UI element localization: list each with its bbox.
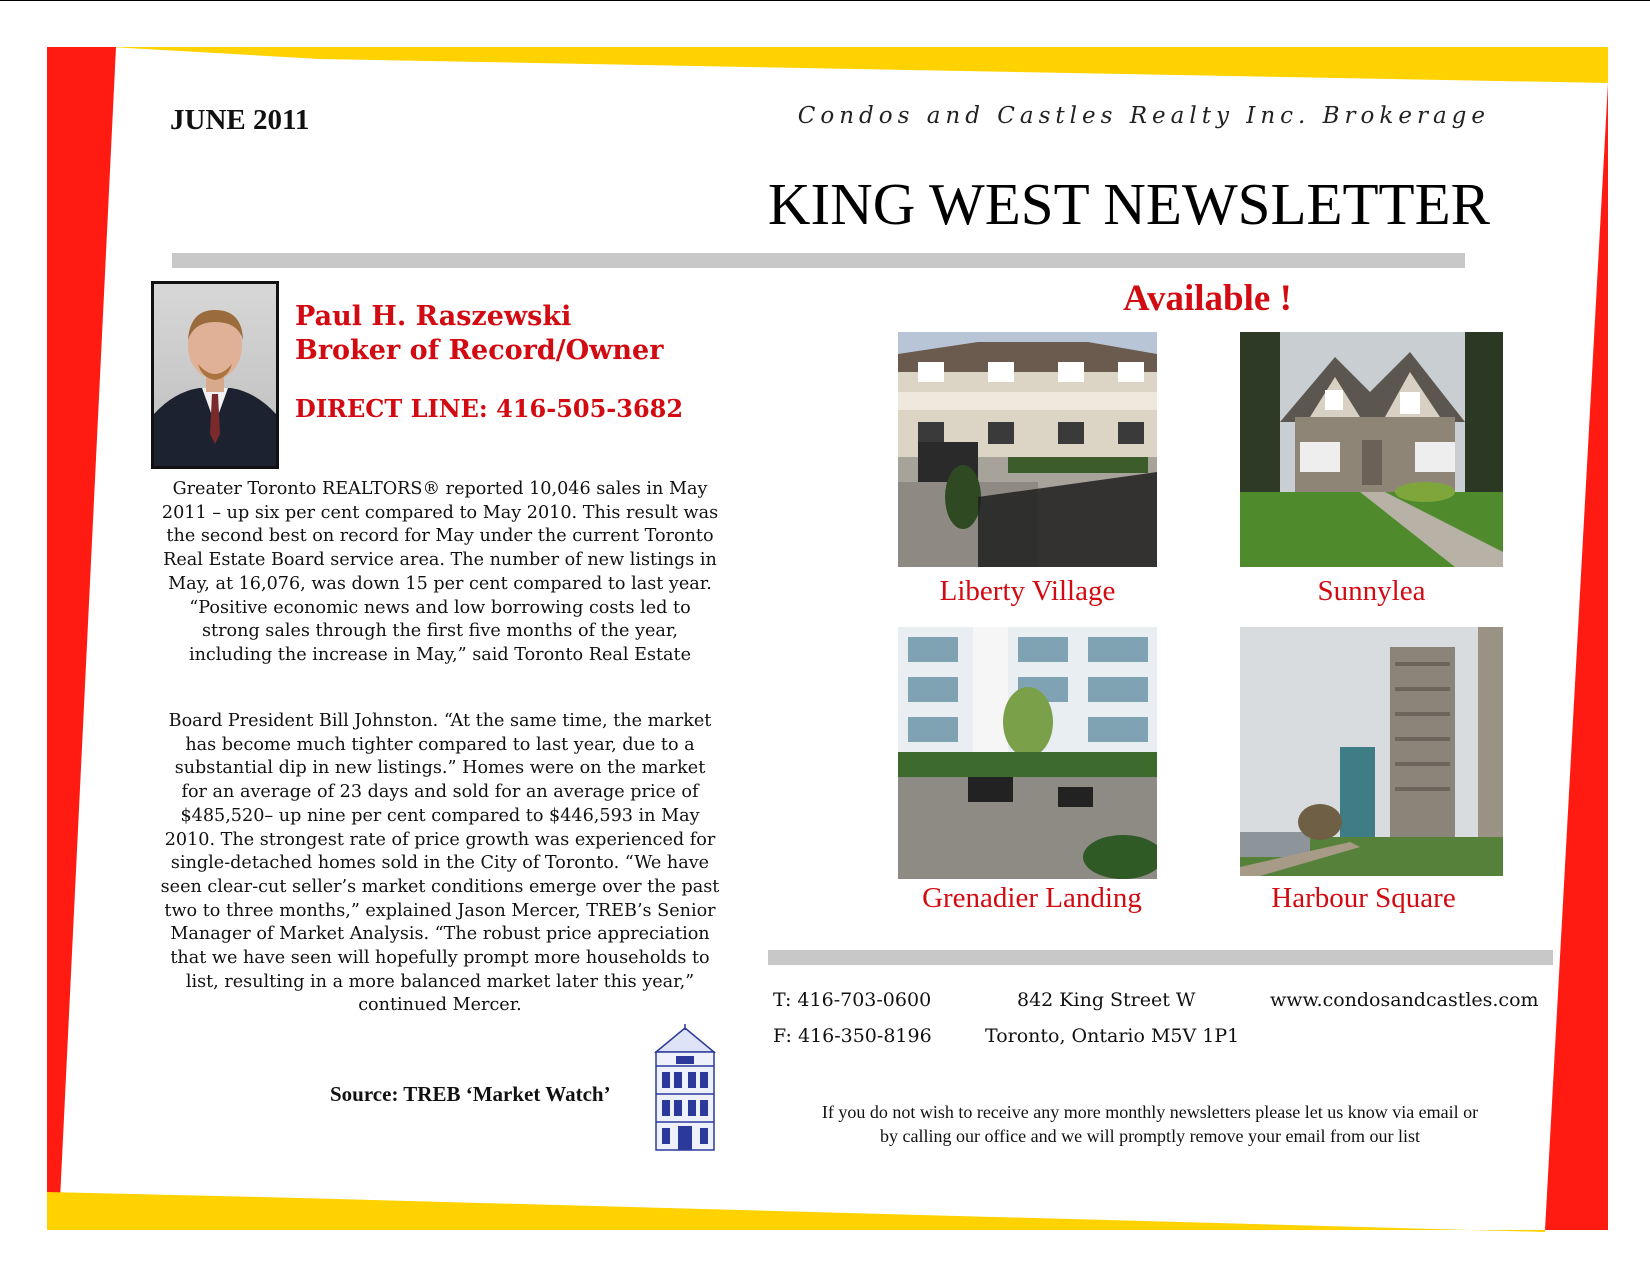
- listing-label-sunnylea[interactable]: Sunnylea: [1317, 575, 1426, 607]
- contact-address-line2: Toronto, Ontario M5V 1P1: [985, 1025, 1240, 1047]
- frame-top-yellow: [110, 47, 1608, 83]
- newsletter-title: KING WEST NEWSLETTER: [767, 171, 1490, 237]
- agent-name: Paul H. Raszewski: [295, 301, 572, 332]
- header-divider: [172, 253, 1465, 268]
- listing-label-liberty-village[interactable]: Liberty Village: [939, 575, 1116, 607]
- article-paragraph-1: Greater Toronto REALTORS® reported 10,046 sales in May 2011 – up six per cent compared to May 2010. This result was the second best on record for May under the current Toronto Real Estate Board service area. The number of new listings in May, at 16,076, was down 15 per cent compared to last year. “Positive economic news and low borrowing costs led to strong sales through the first five months of the year, including the increase in May,” said Toronto Real Estate: [161, 479, 719, 665]
- contact-website-link[interactable]: www.condosandcastles.com: [1270, 989, 1539, 1011]
- frame-left-red: [47, 47, 116, 1200]
- contact-divider: [768, 950, 1553, 965]
- listing-photo-liberty-village[interactable]: [898, 332, 1157, 567]
- agent-photo: [151, 281, 279, 469]
- listing-photo-harbour-square[interactable]: [1240, 627, 1503, 876]
- contact-fax: F: 416-350-8196: [773, 1025, 932, 1047]
- agent-name-block: [295, 300, 663, 368]
- article-paragraph-2: Board President Bill Johnston. “At the same time, the market has become much tighter compared to last year, due to a substantial dip in new listings.” Homes were on the market for an average of 23 days and sold for an average price of $485,520– up nine per cent compared to $446,593 in May 2010. The strongest rate of price growth was experienced for single-detached homes sold in the City of Toronto. “We have seen clear-cut seller’s market conditions emerge over the past two to three months,” explained Jason Mercer, TREB’s Senior Manager of Market Analysis. “The robust price appreciation that we have seen will hopefully prompt more households to list, resulting in a more balanced market later this year,” continued Mercer.: [160, 711, 720, 1016]
- brokerage-name: Condos and Castles Realty Inc. Brokerage: [797, 103, 1490, 129]
- frame-bottom-yellow: [47, 1192, 1545, 1232]
- agent-role: Broker of Record/Owner: [295, 335, 664, 366]
- building-logo-icon: [650, 1022, 720, 1152]
- unsubscribe-notice: [770, 1100, 1530, 1148]
- agent-direct-line: DIRECT LINE: 416-505-3682: [295, 394, 684, 423]
- contact-address-line1: 842 King Street W: [1017, 989, 1196, 1011]
- unsubscribe-line-2: by calling our office and we will promptly remove your email from our list: [879, 1126, 1421, 1146]
- article-source: Source: TREB ‘Market Watch’: [330, 1082, 611, 1106]
- listing-photo-sunnylea[interactable]: [1240, 332, 1503, 567]
- frame-right-red: [1545, 83, 1608, 1230]
- listings-heading: Available !: [1123, 278, 1292, 319]
- listing-label-grenadier-landing[interactable]: Grenadier Landing: [922, 882, 1142, 914]
- unsubscribe-line-1: If you do not wish to receive any more monthly newsletters please let us know via email or: [821, 1102, 1479, 1122]
- contact-phone: T: 416-703-0600: [773, 989, 932, 1011]
- listing-label-harbour-square[interactable]: Harbour Square: [1271, 882, 1456, 914]
- issue-date: JUNE 2011: [170, 104, 310, 136]
- listing-photo-grenadier-landing[interactable]: [898, 627, 1157, 879]
